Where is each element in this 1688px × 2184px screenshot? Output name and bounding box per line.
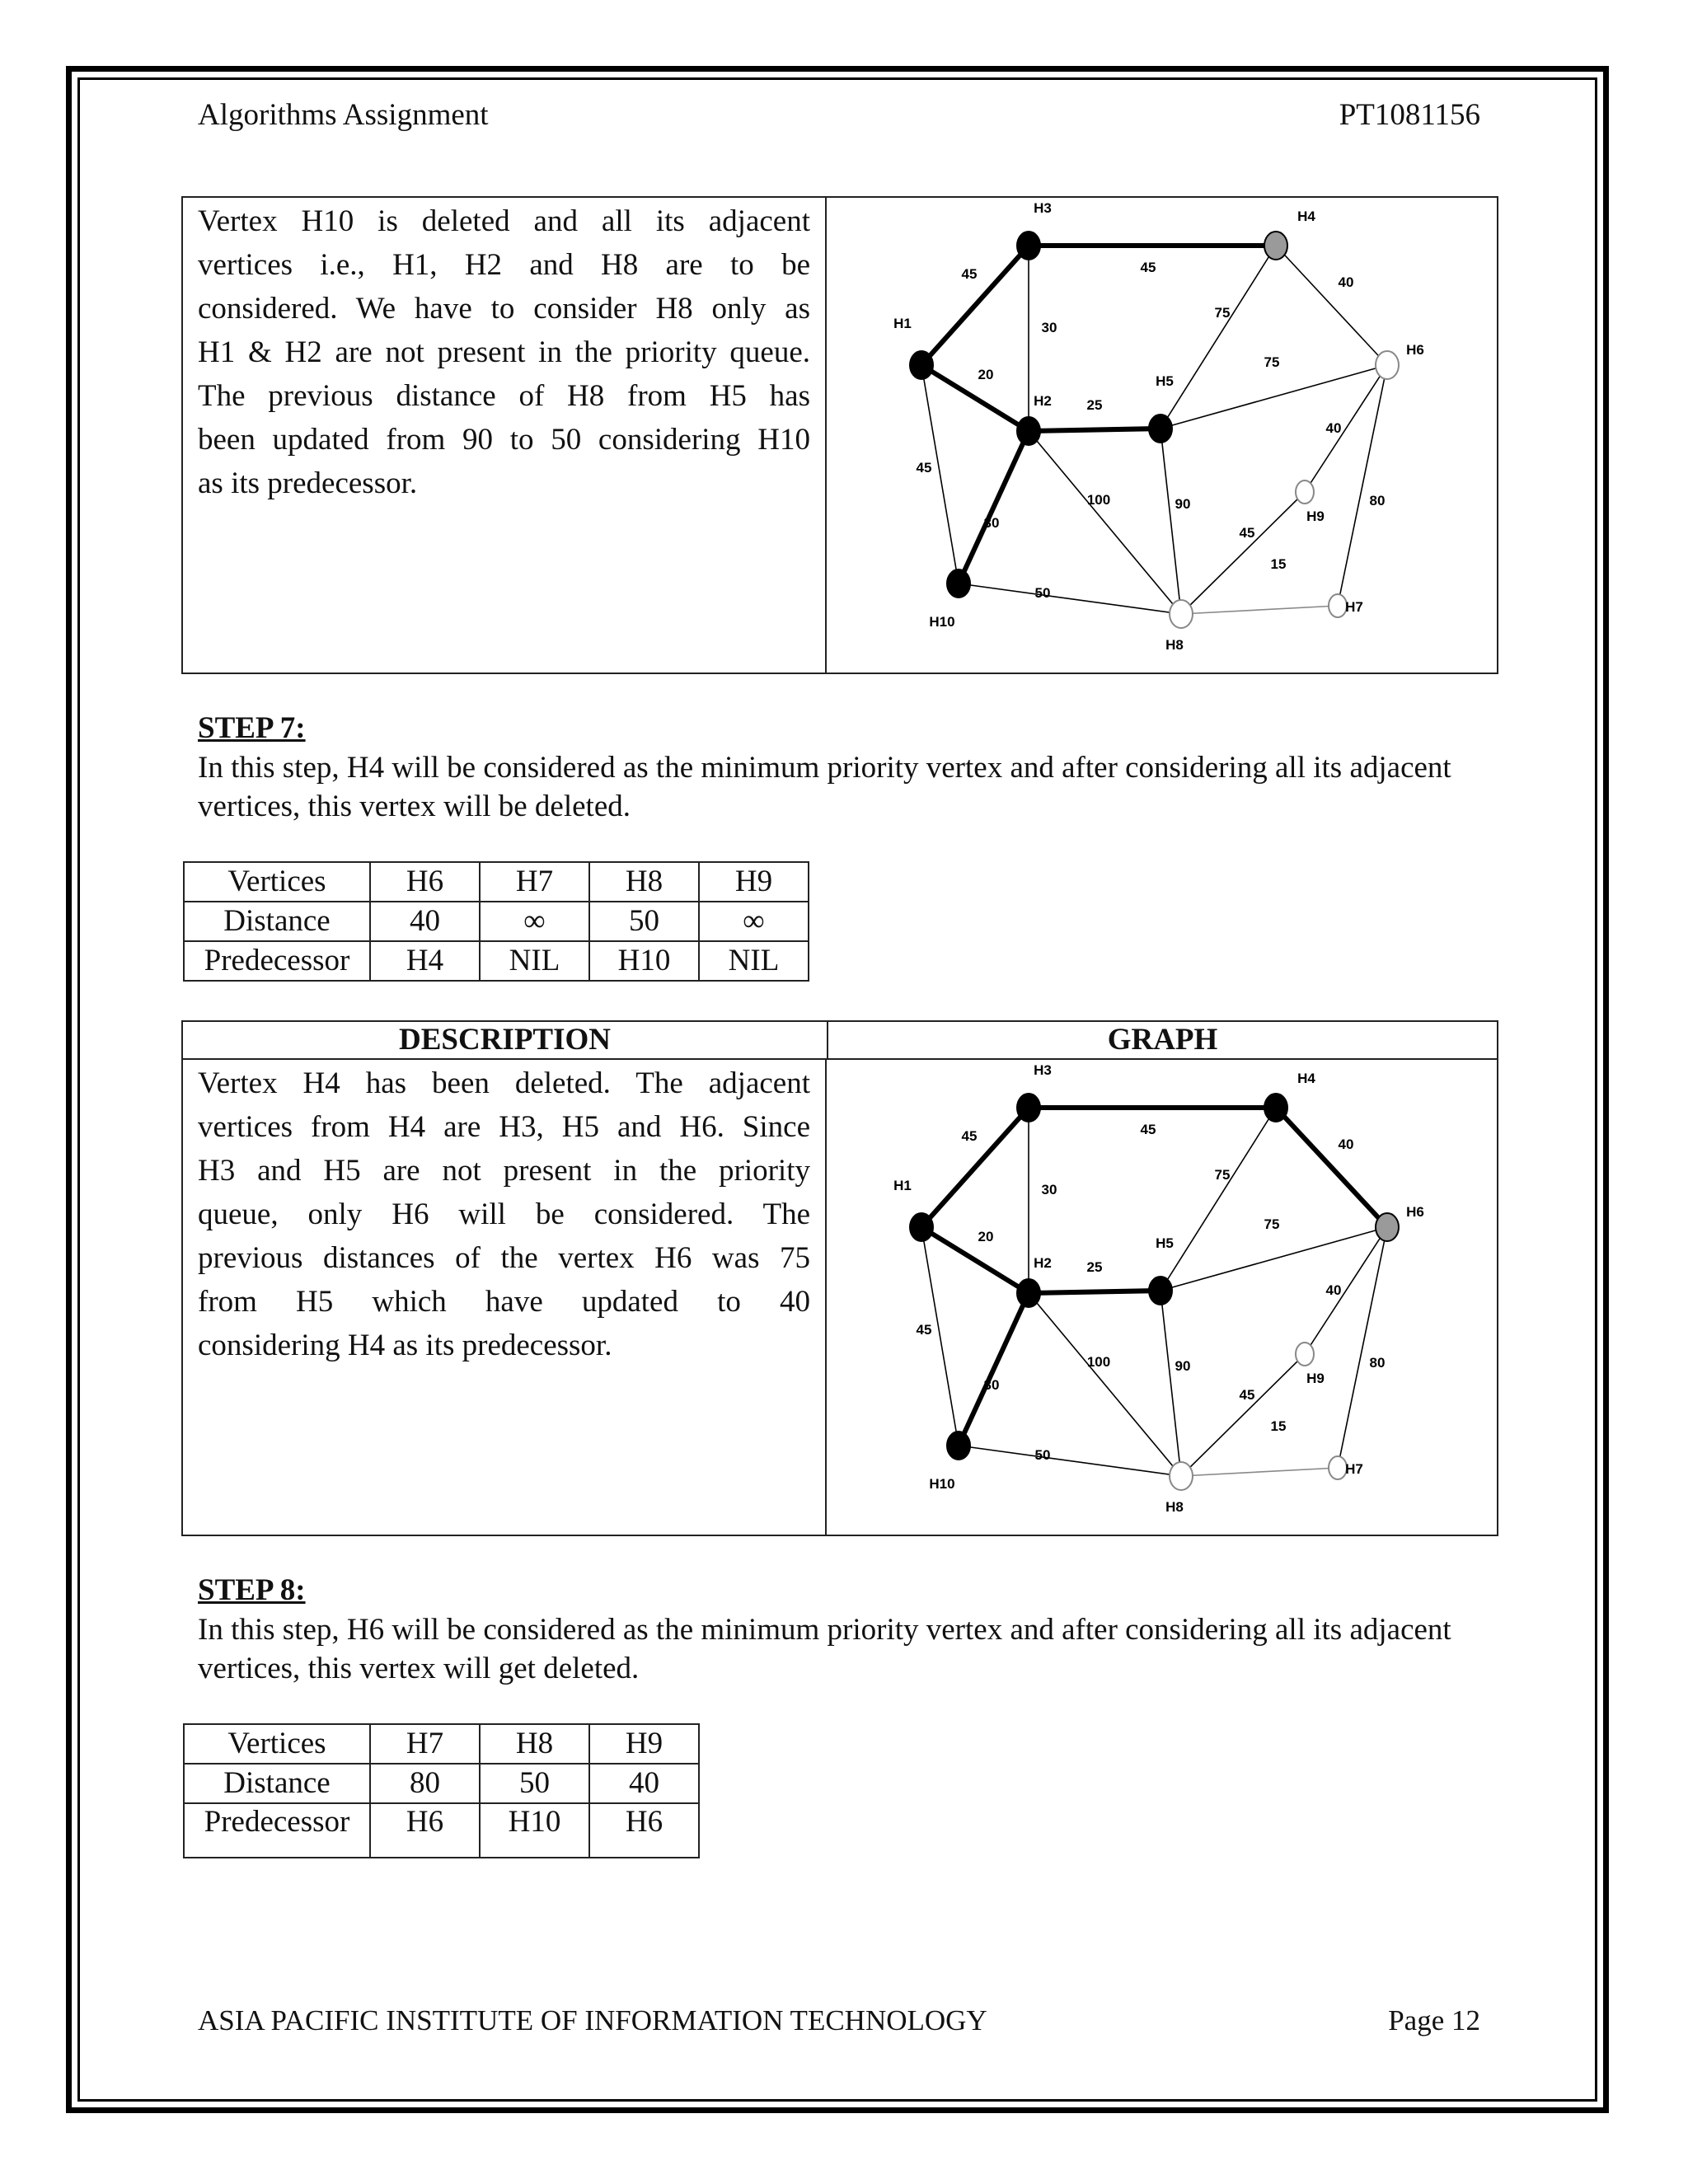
node-h9 (1296, 1343, 1314, 1366)
edge-weight-label: 45 (1140, 1122, 1156, 1137)
table-cell: 50 (589, 902, 699, 941)
edge-h6-h7 (1338, 365, 1387, 606)
node-label: H6 (1406, 342, 1424, 358)
node-h8 (1170, 1462, 1193, 1490)
node-h8 (1170, 600, 1193, 628)
description-text (183, 198, 825, 505)
graph-diagram (827, 1060, 1498, 1535)
table-cell: 50 (480, 1764, 589, 1803)
table-cell: H7 (370, 1724, 480, 1764)
edge-weight-label: 45 (961, 1128, 978, 1144)
edge-h2-h10 (959, 431, 1029, 583)
description-line: vertices from H4 are H3, H5 and H6. Since (198, 1110, 810, 1144)
step7-table (183, 861, 809, 982)
node-label: H4 (1297, 1071, 1315, 1086)
header-title: Algorithms Assignment (198, 98, 489, 132)
table-cell: H6 (370, 862, 480, 902)
description-line: H1 & H2 are not present in the priority queue. (198, 335, 810, 369)
table-cell: Distance (184, 1764, 370, 1803)
edge-weight-label: 25 (1086, 1259, 1103, 1275)
description-line: H3 and H5 are not present in the priority (198, 1154, 810, 1188)
table-cell: NIL (480, 941, 589, 981)
description-line: been updated from 90 to 50 considering H10 (198, 423, 810, 457)
node-h3 (1017, 232, 1040, 260)
edge-weight-label: 30 (983, 1377, 1000, 1393)
edge-weight-label: 30 (983, 515, 1000, 531)
box-header-row (183, 1022, 1497, 1060)
table-cell: ∞ (480, 902, 589, 941)
description-header: DESCRIPTION (399, 1023, 611, 1057)
edge-weight-label: 90 (1175, 496, 1191, 512)
node-h4 (1264, 1094, 1287, 1122)
node-label: H2 (1034, 1255, 1052, 1271)
edge-h1-h3 (921, 246, 1029, 365)
description-line: queue, only H6 will be considered. The (198, 1197, 810, 1231)
node-label: H5 (1156, 373, 1174, 389)
description-cell (183, 1060, 827, 1535)
graph-cell (827, 198, 1497, 673)
node-label: H6 (1406, 1204, 1424, 1220)
table-row (184, 941, 809, 981)
node-h5 (1149, 415, 1172, 443)
step7-description-box (181, 1020, 1498, 1536)
table-cell: 80 (370, 1764, 480, 1803)
edge-weight-label: 30 (1041, 320, 1057, 335)
table-cell: H10 (589, 941, 699, 981)
node-label: H9 (1306, 1371, 1325, 1386)
step8-title: STEP 8: (198, 1573, 306, 1607)
edge-weight-label: 25 (1086, 397, 1103, 413)
edge-weight-label: 100 (1086, 1354, 1111, 1370)
step7-text: In this step, H4 will be considered as the minimum priority vertex and after considering all its adjacent vertices, this vertex will be deleted. (198, 751, 1451, 823)
edge-h9-h8 (1181, 1354, 1305, 1476)
node-h6 (1376, 351, 1399, 379)
node-label: H3 (1034, 1062, 1052, 1078)
table-row (184, 1724, 699, 1764)
edge-h5-h8 (1160, 1291, 1181, 1476)
edge-weight-label: 75 (1214, 1167, 1231, 1183)
edge-weight-label: 45 (1239, 525, 1255, 541)
table-cell: Vertices (184, 862, 370, 902)
edge-weight-label: 80 (1369, 493, 1386, 509)
table-row (184, 1803, 699, 1858)
node-h2 (1017, 1279, 1040, 1307)
description-line: The previous distance of H8 from H5 has (198, 379, 810, 413)
node-label: H7 (1345, 599, 1363, 615)
edge-weight-label: 30 (1041, 1182, 1057, 1197)
edge-weight-label: 45 (1239, 1387, 1255, 1403)
table-cell: H7 (480, 862, 589, 902)
edge-weight-label: 20 (978, 1229, 994, 1244)
node-label: H1 (893, 316, 912, 331)
footer-page-number: Page 12 (1388, 2004, 1480, 2036)
table-cell: H9 (589, 1724, 699, 1764)
node-label: H1 (893, 1178, 912, 1193)
description-text (183, 1060, 825, 1367)
edge-weight-label: 45 (916, 460, 932, 476)
table-cell: H4 (370, 941, 480, 981)
node-h10 (947, 569, 970, 598)
edge-weight-label: 80 (1369, 1355, 1386, 1371)
edge-weight-label: 100 (1086, 492, 1111, 508)
node-label: H7 (1345, 1461, 1363, 1477)
table-cell: H8 (589, 862, 699, 902)
node-h2 (1017, 417, 1040, 445)
edge-h9-h8 (1181, 492, 1305, 614)
edge-h8-h7 (1181, 1468, 1338, 1476)
edge-weight-label: 75 (1264, 354, 1280, 370)
edge-weight-label: 75 (1264, 1216, 1280, 1232)
edge-weight-label: 45 (961, 266, 978, 282)
node-h1 (910, 351, 933, 379)
edge-h1-h2 (921, 365, 1029, 431)
description-line: as its predecessor. (198, 466, 418, 500)
edge-h10-h8 (959, 583, 1181, 614)
edge-weight-label: 45 (1140, 260, 1156, 275)
edge-weight-label: 50 (1034, 585, 1051, 601)
edge-weight-label: 40 (1325, 420, 1342, 436)
edge-h2-h8 (1029, 1293, 1181, 1476)
node-h6 (1376, 1213, 1399, 1241)
step7-title: STEP 7: (198, 711, 306, 745)
table-cell: ∞ (699, 902, 809, 941)
table-cell: H6 (589, 1803, 699, 1858)
edge-h8-h7 (1181, 606, 1338, 614)
edge-h2-h10 (959, 1293, 1029, 1446)
edge-weight-label: 40 (1338, 274, 1354, 290)
node-h1 (910, 1213, 933, 1241)
table-row (184, 1764, 699, 1803)
footer-institute: ASIA PACIFIC INSTITUTE OF INFORMATION TECHNOLOGY (198, 2004, 987, 2036)
description-line: considering H4 as its predecessor. (198, 1329, 612, 1362)
node-label: H4 (1297, 209, 1315, 224)
edge-h1-h2 (921, 1227, 1029, 1293)
table-cell: H8 (480, 1724, 589, 1764)
edge-weight-label: 90 (1175, 1358, 1191, 1374)
edge-weight-label: 40 (1325, 1282, 1342, 1298)
node-label: H2 (1034, 393, 1052, 409)
header-id: PT1081156 (1339, 98, 1480, 132)
table-cell: 40 (370, 902, 480, 941)
description-cell (183, 198, 827, 673)
table-row (184, 862, 809, 902)
node-label: H10 (929, 1476, 955, 1492)
node-h5 (1149, 1277, 1172, 1305)
step8-text: In this step, H6 will be considered as the minimum priority vertex and after considering all its adjacent vertices, this vertex will get deleted. (198, 1613, 1451, 1685)
node-label: H8 (1165, 1499, 1184, 1515)
step6-description-box (181, 196, 1498, 674)
table-cell: H9 (699, 862, 809, 902)
node-label: H3 (1034, 200, 1052, 216)
description-line: previous distances of the vertex H6 was 75 (198, 1241, 810, 1275)
graph-header: GRAPH (827, 1022, 1497, 1058)
description-line: considered. We have to consider H8 only as (198, 292, 810, 326)
description-line: Vertex H10 is deleted and all its adjacent (198, 204, 810, 238)
node-h4 (1264, 232, 1287, 260)
edge-h10-h8 (959, 1446, 1181, 1476)
node-h7 (1329, 594, 1347, 617)
node-h9 (1296, 480, 1314, 504)
edge-h2-h8 (1029, 431, 1181, 614)
node-label: H9 (1306, 509, 1325, 524)
table-cell: Predecessor (184, 1803, 370, 1858)
step8-table (183, 1723, 700, 1858)
node-label: H8 (1165, 637, 1184, 653)
node-h3 (1017, 1094, 1040, 1122)
edge-h6-h7 (1338, 1227, 1387, 1468)
node-label: H5 (1156, 1235, 1174, 1251)
edge-h4-h6 (1276, 246, 1387, 365)
edge-h1-h3 (921, 1108, 1029, 1227)
node-label: H10 (929, 614, 955, 630)
edge-h5-h8 (1160, 429, 1181, 614)
node-h7 (1329, 1456, 1347, 1479)
edge-weight-label: 45 (916, 1322, 932, 1338)
table-cell: NIL (699, 941, 809, 981)
edge-weight-label: 20 (978, 367, 994, 382)
edge-h4-h6 (1276, 1108, 1387, 1227)
edge-h2-h5 (1029, 429, 1160, 431)
edge-weight-label: 15 (1270, 1418, 1287, 1434)
edge-weight-label: 15 (1270, 556, 1287, 572)
table-cell: H10 (480, 1803, 589, 1858)
graph-diagram (827, 198, 1498, 673)
edge-h2-h5 (1029, 1291, 1160, 1293)
description-line: from H5 which have updated to 40 (198, 1285, 810, 1319)
table-cell: 40 (589, 1764, 699, 1803)
description-line: vertices i.e., H1, H2 and H8 are to be (198, 248, 810, 282)
edge-weight-label: 40 (1338, 1137, 1354, 1152)
edge-weight-label: 50 (1034, 1447, 1051, 1463)
edge-weight-label: 75 (1214, 305, 1231, 321)
description-line: Vertex H4 has been deleted. The adjacent (198, 1066, 810, 1100)
table-cell: Predecessor (184, 941, 370, 981)
table-cell: Distance (184, 902, 370, 941)
table-cell: H6 (370, 1803, 480, 1858)
table-cell: Vertices (184, 1724, 370, 1764)
graph-cell (827, 1060, 1497, 1535)
node-h10 (947, 1432, 970, 1460)
table-row (184, 902, 809, 941)
